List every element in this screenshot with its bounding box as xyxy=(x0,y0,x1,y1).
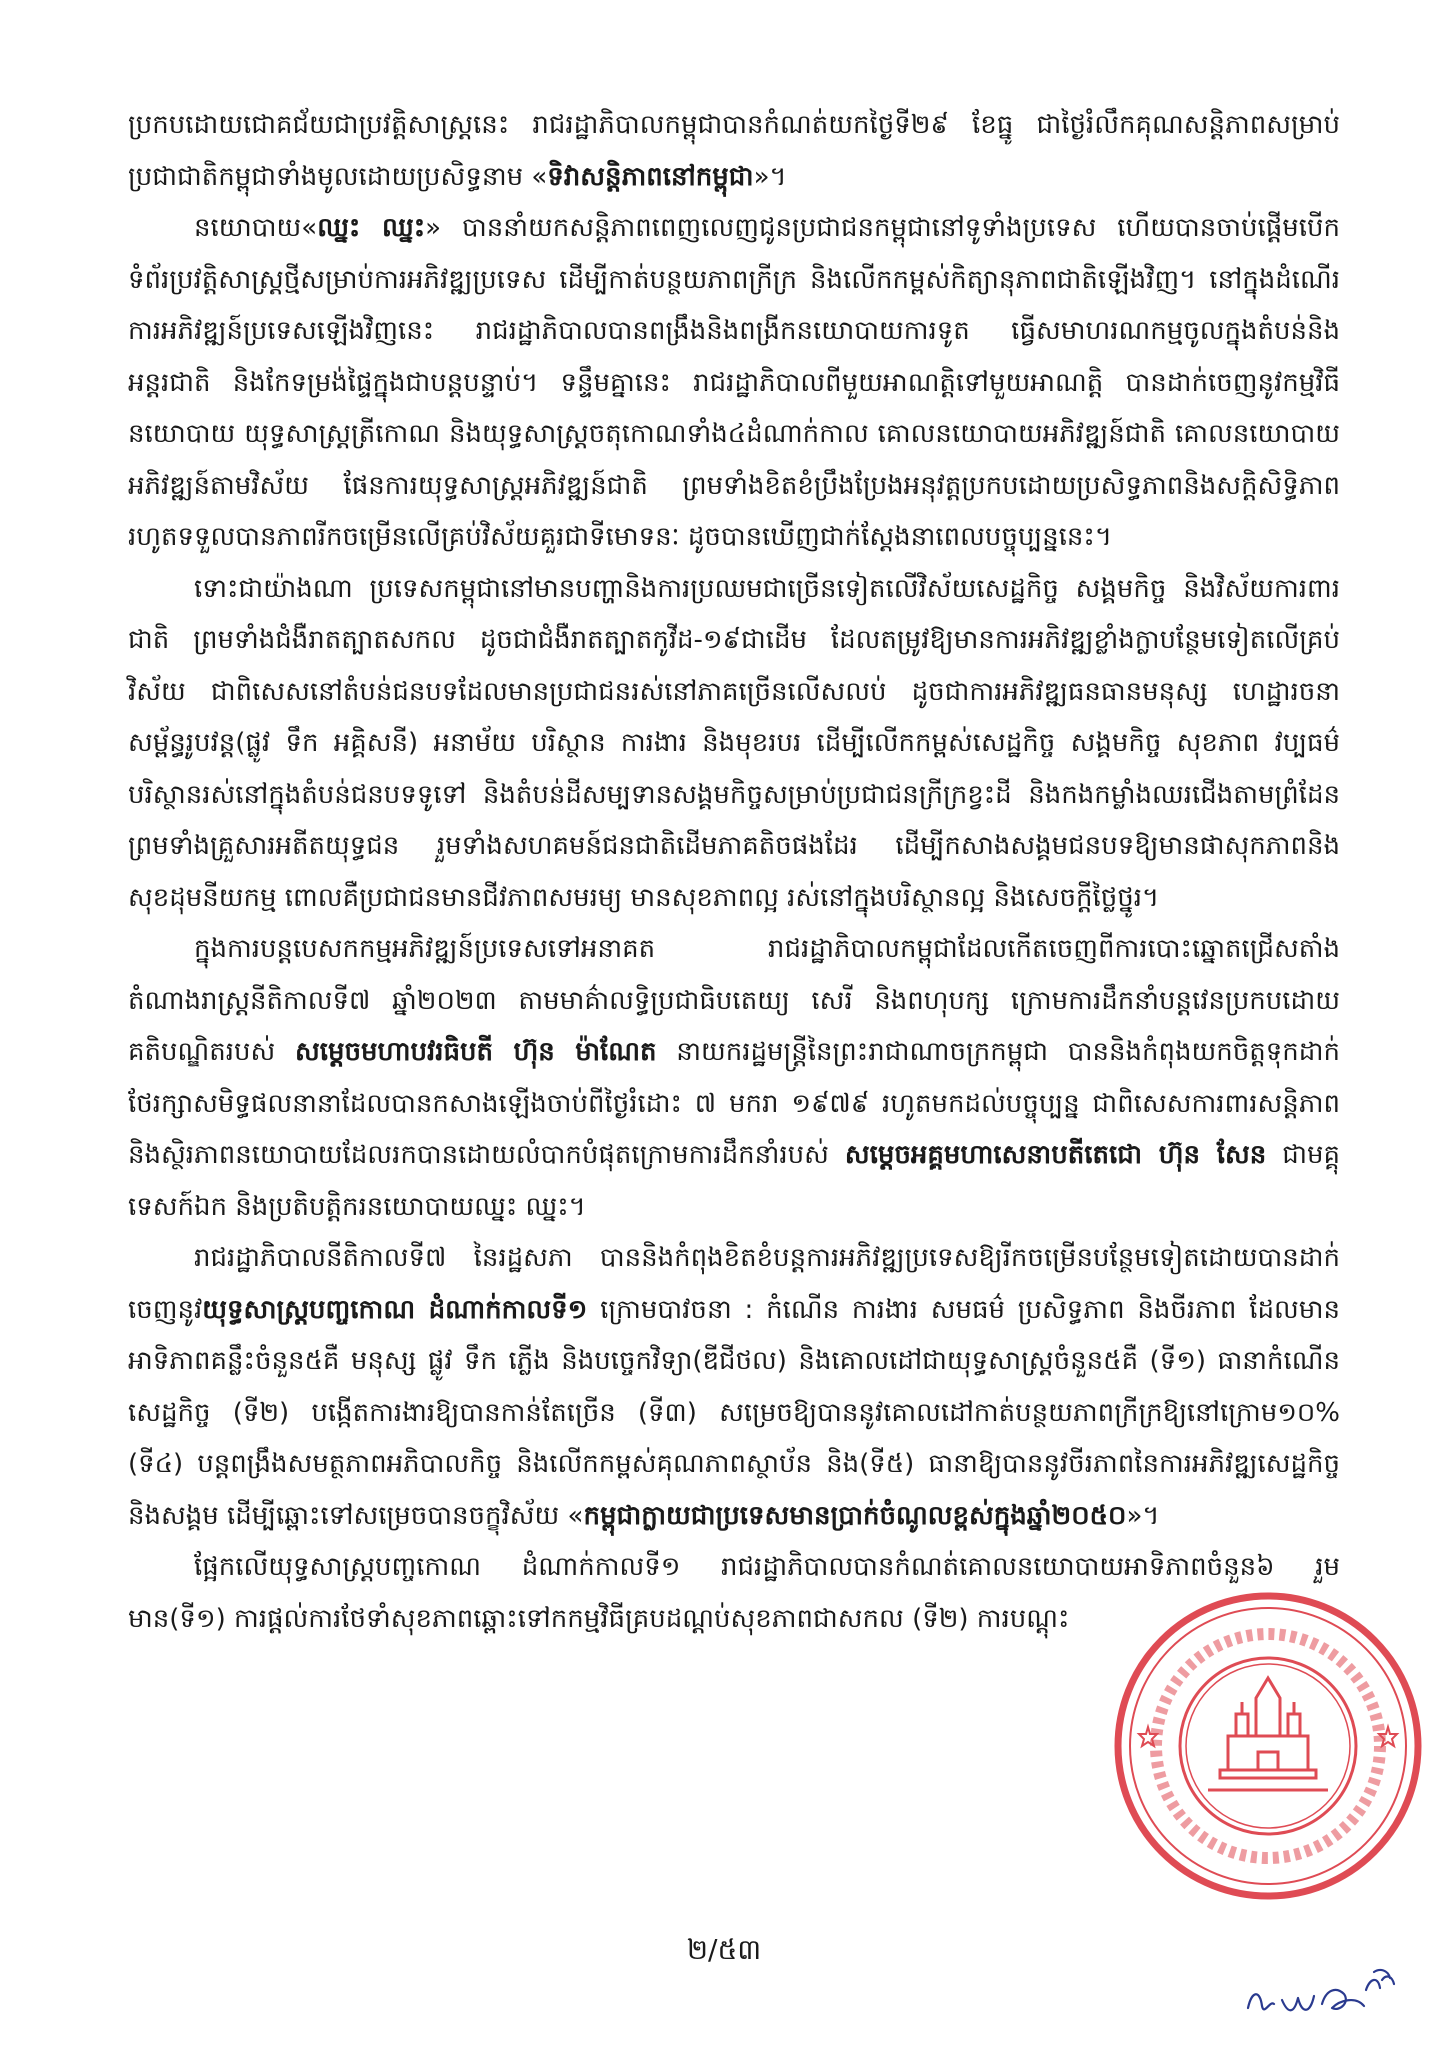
paragraph-text: ក្រោមបាវចនា : កំណើន ការងារ សមធម៌ ប្រសិទ្ធភាព និងចីរភាព ដែលមានអាទិភាពគន្លឹះចំនួន៥គឺ មនុស្ស ផ្លូវ ទឹក ភ្លើង និងបច្ចេកវិទ្យា(ឌីជីថល) និងគោលដៅជាយុទ្ធសាស្ត្រចំនួន៥គឺ (ទី១) ធានាកំណើនសេដ្ឋកិច្ច (ទី២) បង្កើតការងារឱ្យបានកាន់តែច្រើន (ទី៣) សម្រេចឱ្យបាននូវគោលដៅកាត់បន្ថយភាពក្រីក្រឱ្យនៅក្រោម១០% (ទី៤) បន្តពង្រឹងសមត្ថភាពអភិបាលកិច្ច និងលើកកម្ពស់គុណភាពស្ថាប័ន និង(ទី៥) ធានាឱ្យបាននូវចីរភាពនៃការអភិវឌ្ឍសេដ្ឋកិច្ច និងសង្គម ដើម្បីឆ្ពោះទៅសម្រេចបានចក្ខុវិស័យ « xyxy=(128,1294,1340,1531)
paragraph-text: រាជរដ្ឋាភិបាលនីតិកាលទី៧ នៃរដ្ឋសភា បាននិងកំពុងខិតខំបន្តការអភិវឌ្ឍប្រទេសឱ្យរីកចម្រើនបន្ថែមទៀតដោយបានដាក់ចេញនូវ xyxy=(128,1243,1340,1325)
paragraph-4 xyxy=(128,924,1340,1233)
emphasized-text: កម្ពុជាក្លាយជាប្រទេសមានប្រាក់ចំណូលខ្ពស់ក្នុងឆ្នាំ២០៥០ xyxy=(583,1500,1127,1531)
emphasized-text: យុទ្ធសាស្ត្របញ្ចកោណ ដំណាក់កាលទី១ xyxy=(202,1294,588,1325)
signature-icon xyxy=(1240,1960,1400,2030)
paragraph-text: » បាននាំយកសន្តិភាពពេញលេញជូនប្រជាជនកម្ពុជានៅទូទាំងប្រទេស ហើយបានចាប់ផ្តើមបើកទំព័រប្រវត្តិសាស្ត្រថ្មីសម្រាប់ការអភិវឌ្ឍប្រទេស ដើម្បីកាត់បន្ថយភាពក្រីក្រ និងលើកកម្ពស់កិត្យានុភាពជាតិឡើងវិញ។ នៅក្នុងដំណើរការអភិវឌ្ឍន៍ប្រទេសឡើងវិញនេះ រាជរដ្ឋាភិបាលបានពង្រឹងនិងពង្រីកនយោបាយការទូត ធ្វើសមាហរណកម្មចូលក្នុងតំបន់និងអន្តរជាតិ និងកែទម្រង់ផ្ទៃក្នុងជាបន្តបន្ទាប់។ ទន្ទឹមគ្នានេះ រាជរដ្ឋាភិបាលពីមួយអាណត្តិទៅមួយអាណត្តិ បានដាក់ចេញនូវកម្មវិធីនយោបាយ យុទ្ធសាស្ត្រត្រីកោណ និងយុទ្ធសាស្ត្រចតុកោណទាំង៤ដំណាក់កាល គោលនយោបាយអភិវឌ្ឍន៍ជាតិ គោលនយោបាយអភិវឌ្ឍន៍តាមវិស័យ ផែនការយុទ្ធសាស្ត្រអភិវឌ្ឍន៍ជាតិ ព្រមទាំងខិតខំប្រឹងប្រែងអនុវត្តប្រកបដោយប្រសិទ្ធភាពនិងសក្តិសិទ្ធិភាព រហូតទទួលបានភាពរីកចម្រើនលើគ្រប់វិស័យគួរជាទីមោទនៈ ដូចបានឃើញជាក់ស្តែងនាពេលបច្ចុប្បន្ននេះ។ xyxy=(128,213,1340,552)
paragraph-1 xyxy=(128,100,1340,203)
emphasized-text: ឈ្នះ ឈ្នះ xyxy=(317,213,426,243)
paragraph-text: នាយករដ្ឋមន្ត្រីនៃព្រះរាជាណាចក្រកម្ពុជា បាននិងកំពុងយកចិត្តទុកដាក់ថែរក្សាសមិទ្ធផលនានាដែលបានកសាងឡើងចាប់ពីថ្ងៃរំដោះ ៧ មករា ១៩៧៩ រហូតមកដល់បច្ចុប្បន្ន ជាពិសេសការពារសន្តិភាព និងស្ថិរភាពនយោបាយដែលរកបានដោយលំបាកបំផុតក្រោមការដឹកនាំរបស់ xyxy=(128,1037,1341,1170)
official-seal-icon xyxy=(1108,1586,1428,1906)
document-body xyxy=(128,100,1340,1645)
paragraph-text: នយោបាយ« xyxy=(194,213,318,243)
paragraph-text: »។ xyxy=(753,161,787,192)
paragraph-text: ក្នុងការបន្តបេសកកម្មអភិវឌ្ឍន៍ប្រទេសទៅអនាគត រាជរដ្ឋាភិបាលកម្ពុជាដែលកើតចេញពីការបោះឆ្នោតជ្រើសតាំងតំណាងរាស្ត្រនីតិកាលទី៧ ឆ្នាំ២០២៣ តាមមាគ៌ាលទ្ធិប្រជាធិបតេយ្យ សេរី និងពហុបក្ស ក្រោមការដឹកនាំបន្តវេនប្រកបដោយគតិបណ្ឌិតរបស់ xyxy=(128,934,1340,1067)
paragraph-text: ជាមគ្គុទេសក៍ឯក និងប្រតិបត្តិករនយោបាយឈ្នះ ឈ្នះ។ xyxy=(128,1140,1340,1222)
page-number: ២/៥៣ xyxy=(686,1933,762,1966)
emphasized-text: សម្តេចមហាបវរធិបតី ហ៊ុន ម៉ាណែត xyxy=(294,1037,657,1067)
paragraph-2 xyxy=(128,203,1340,564)
paragraph-3 xyxy=(128,564,1340,925)
paragraph-5 xyxy=(128,1233,1340,1542)
paragraph-text: ផ្អែកលើយុទ្ធសាស្ត្របញ្ចកោណ ដំណាក់កាលទី១ រាជរដ្ឋាភិបាលបានកំណត់គោលនយោបាយអាទិភាពចំនួន៦ រួមមាន(ទី១) ការផ្តល់ការថែទាំសុខភាពឆ្ពោះទៅកកម្មវិធីគ្របដណ្តប់សុខភាពជាសកល (ទី២) ការបណ្តុះ xyxy=(128,1552,1340,1634)
emphasized-text: ទិវាសន្តិភាពនៅកម្ពុជា xyxy=(547,161,754,192)
paragraph-text: ប្រកបដោយជោគជ័យជាប្រវត្តិសាស្ត្រនេះ រាជរដ្ឋាភិបាលកម្ពុជាបានកំណត់យកថ្ងៃទី២៩ ខែធ្នូ ជាថ្ងៃរំលឹកគុណសន្តិភាពសម្រាប់ប្រជាជាតិកម្ពុជាទាំងមូលដោយប្រសិទ្ធនាម « xyxy=(128,110,1340,192)
paragraph-text: ទោះជាយ៉ាងណា ប្រទេសកម្ពុជានៅមានបញ្ហានិងការប្រឈមជាច្រើនទៀតលើវិស័យសេដ្ឋកិច្ច សង្គមកិច្ច និងវិស័យការពារជាតិ ព្រមទាំងជំងឺរាតត្បាតសកល ដូចជាជំងឺរាតត្បាតកូវីដ-១៩ជាដើម ដែលតម្រូវឱ្យមានការអភិវឌ្ឍខ្លាំងក្លាបន្ថែមទៀតលើគ្រប់វិស័យ ជាពិសេសនៅតំបន់ជនបទដែលមានប្រជាជនរស់នៅភាគច្រើនលើសលប់ ដូចជាការអភិវឌ្ឍធនធានមនុស្ស ហេដ្ឋារចនាសម្ព័ន្ធរូបវន្ត(ផ្លូវ ទឹក អគ្គិសនី) អនាម័យ បរិស្ថាន ការងារ និងមុខរបរ ដើម្បីលើកកម្ពស់សេដ្ឋកិច្ច សង្គមកិច្ច សុខភាព វប្បធម៌ បរិស្ថានរស់នៅក្នុងតំបន់ជនបទទូទៅ និងតំបន់ដីសម្បទានសង្គមកិច្ចសម្រាប់ប្រជាជនក្រីក្រខ្វះដី និងកងកម្លាំងឈរជើងតាមព្រំដែន ព្រមទាំងគ្រួសារអតីតយុទ្ធជន រួមទាំងសហគមន៍ជនជាតិដើមភាគតិចផងដែរ ដើម្បីកសាងសង្គមជនបទឱ្យមានផាសុកភាពនិងសុខដុមនីយកម្ម ពោលគឺប្រជាជនមានជីវភាពសមរម្យ មានសុខភាពល្អ រស់នៅក្នុងបរិស្ថានល្អ និងសេចក្តីថ្លៃថ្នូរ។ xyxy=(128,573,1340,913)
paragraph-text: »។ xyxy=(1126,1500,1160,1531)
emphasized-text: សម្តេចអគ្គមហាសេនាបតីតេជោ ហ៊ុន សែន xyxy=(844,1140,1267,1170)
